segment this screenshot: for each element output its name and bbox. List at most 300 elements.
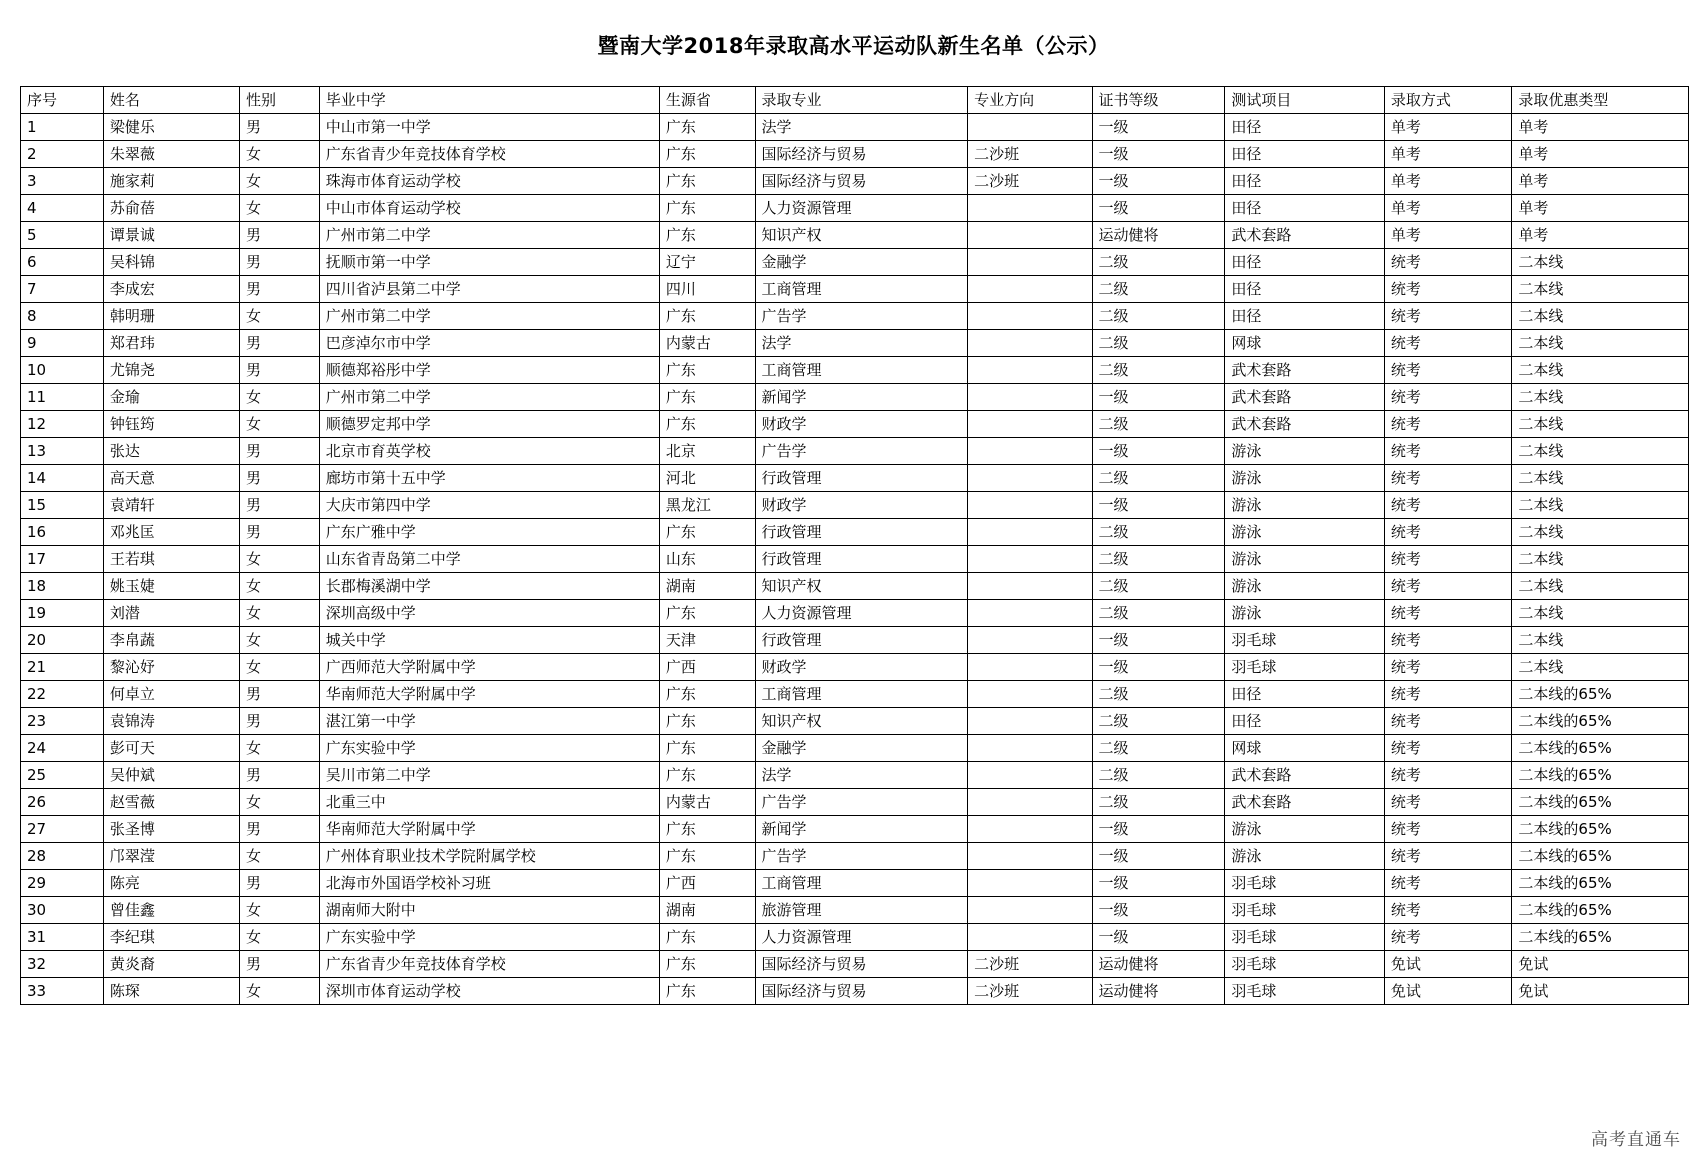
table-cell: 广告学 [755, 438, 968, 465]
table-cell: 羽毛球 [1225, 924, 1384, 951]
table-cell: 廊坊市第十五中学 [319, 465, 659, 492]
table-cell: 统考 [1384, 411, 1512, 438]
table-cell: 统考 [1384, 600, 1512, 627]
table-cell: 免试 [1512, 978, 1689, 1005]
table-cell: 四川 [659, 276, 755, 303]
admission-roster-table [20, 86, 1689, 1005]
table-cell: 法学 [755, 114, 968, 141]
table-cell: 广东 [659, 600, 755, 627]
table-cell: 二本线 [1512, 627, 1689, 654]
table-cell: 羽毛球 [1225, 978, 1384, 1005]
table-cell: 国际经济与贸易 [755, 141, 968, 168]
table-cell: 人力资源管理 [755, 195, 968, 222]
table-row [21, 789, 1689, 816]
table-cell: 广西师范大学附属中学 [319, 654, 659, 681]
table-cell: 武术套路 [1225, 762, 1384, 789]
table-cell: 金融学 [755, 735, 968, 762]
table-cell: 统考 [1384, 627, 1512, 654]
table-cell: 广东 [659, 924, 755, 951]
table-cell: 女 [239, 897, 319, 924]
table-cell: 行政管理 [755, 465, 968, 492]
table-cell: 二级 [1092, 789, 1225, 816]
table-cell: 广西 [659, 654, 755, 681]
table-cell: 游泳 [1225, 465, 1384, 492]
table-cell: 7 [21, 276, 104, 303]
table-cell: 游泳 [1225, 600, 1384, 627]
table-cell: 22 [21, 681, 104, 708]
table-cell: 新闻学 [755, 816, 968, 843]
table-cell: 一级 [1092, 141, 1225, 168]
table-cell: 女 [239, 627, 319, 654]
table-row [21, 708, 1689, 735]
table-row [21, 870, 1689, 897]
table-cell: 广东 [659, 114, 755, 141]
table-cell: 财政学 [755, 411, 968, 438]
table-cell: 田径 [1225, 195, 1384, 222]
table-cell: 羽毛球 [1225, 951, 1384, 978]
table-row [21, 519, 1689, 546]
table-cell [968, 627, 1092, 654]
table-cell: 二本线的65% [1512, 924, 1689, 951]
table-cell: 广州市第二中学 [319, 384, 659, 411]
table-cell [968, 276, 1092, 303]
table-cell: 法学 [755, 762, 968, 789]
table-cell: 单考 [1512, 222, 1689, 249]
table-cell: 北海市外国语学校补习班 [319, 870, 659, 897]
column-header: 序号 [21, 87, 104, 114]
table-cell: 山东省青岛第二中学 [319, 546, 659, 573]
table-cell: 韩明珊 [103, 303, 239, 330]
table-cell: 长郡梅溪湖中学 [319, 573, 659, 600]
table-cell [968, 384, 1092, 411]
table-row [21, 978, 1689, 1005]
table-cell: 二本线 [1512, 519, 1689, 546]
table-cell: 刘潜 [103, 600, 239, 627]
table-cell: 广告学 [755, 303, 968, 330]
table-cell: 男 [239, 330, 319, 357]
table-cell: 武术套路 [1225, 789, 1384, 816]
table-cell: 田径 [1225, 681, 1384, 708]
table-cell: 彭可天 [103, 735, 239, 762]
table-cell: 女 [239, 978, 319, 1005]
table-cell: 天津 [659, 627, 755, 654]
table-cell [968, 789, 1092, 816]
table-cell: 二本线的65% [1512, 870, 1689, 897]
table-cell: 城关中学 [319, 627, 659, 654]
table-cell: 18 [21, 573, 104, 600]
table-row [21, 438, 1689, 465]
table-cell: 田径 [1225, 708, 1384, 735]
table-cell: 二本线 [1512, 357, 1689, 384]
table-cell: 二本线 [1512, 600, 1689, 627]
table-row [21, 546, 1689, 573]
table-cell: 统考 [1384, 897, 1512, 924]
table-cell: 金融学 [755, 249, 968, 276]
table-cell: 李纪琪 [103, 924, 239, 951]
table-cell: 四川省泸县第二中学 [319, 276, 659, 303]
table-cell: 二本线的65% [1512, 762, 1689, 789]
table-cell: 25 [21, 762, 104, 789]
table-row [21, 816, 1689, 843]
table-cell [968, 465, 1092, 492]
table-cell: 曾佳鑫 [103, 897, 239, 924]
table-cell: 湖南 [659, 573, 755, 600]
table-cell: 女 [239, 573, 319, 600]
table-cell: 田径 [1225, 114, 1384, 141]
table-cell: 二沙班 [968, 951, 1092, 978]
table-cell: 广东 [659, 681, 755, 708]
table-cell: 田径 [1225, 141, 1384, 168]
table-cell: 1 [21, 114, 104, 141]
table-cell: 5 [21, 222, 104, 249]
table-row [21, 600, 1689, 627]
table-cell: 单考 [1512, 195, 1689, 222]
table-cell: 12 [21, 411, 104, 438]
table-cell [968, 573, 1092, 600]
table-cell: 统考 [1384, 708, 1512, 735]
table-cell: 二级 [1092, 546, 1225, 573]
table-cell: 羽毛球 [1225, 897, 1384, 924]
table-cell: 二级 [1092, 249, 1225, 276]
table-cell: 统考 [1384, 303, 1512, 330]
table-cell [968, 924, 1092, 951]
table-cell: 袁锦涛 [103, 708, 239, 735]
table-cell: 国际经济与贸易 [755, 951, 968, 978]
table-cell: 运动健将 [1092, 222, 1225, 249]
table-cell: 二沙班 [968, 168, 1092, 195]
table-cell: 11 [21, 384, 104, 411]
table-cell: 广东 [659, 357, 755, 384]
table-cell: 8 [21, 303, 104, 330]
table-cell: 一级 [1092, 870, 1225, 897]
table-cell: 单考 [1384, 222, 1512, 249]
table-cell: 二级 [1092, 303, 1225, 330]
table-cell: 统考 [1384, 276, 1512, 303]
table-cell: 免试 [1384, 978, 1512, 1005]
table-cell: 武术套路 [1225, 357, 1384, 384]
table-cell: 广东实验中学 [319, 735, 659, 762]
table-cell: 统考 [1384, 924, 1512, 951]
table-cell: 单考 [1384, 114, 1512, 141]
table-cell: 女 [239, 600, 319, 627]
table-cell: 羽毛球 [1225, 870, 1384, 897]
table-cell: 湛江第一中学 [319, 708, 659, 735]
table-cell: 二本线的65% [1512, 789, 1689, 816]
table-cell: 女 [239, 789, 319, 816]
table-cell: 河北 [659, 465, 755, 492]
table-cell: 10 [21, 357, 104, 384]
table-cell: 女 [239, 546, 319, 573]
table-cell: 9 [21, 330, 104, 357]
table-cell: 顺德郑裕彤中学 [319, 357, 659, 384]
table-cell: 田径 [1225, 276, 1384, 303]
table-cell [968, 438, 1092, 465]
table-cell: 姚玉婕 [103, 573, 239, 600]
column-header: 测试项目 [1225, 87, 1384, 114]
table-cell: 统考 [1384, 492, 1512, 519]
table-cell: 统考 [1384, 249, 1512, 276]
table-cell: 袁靖轩 [103, 492, 239, 519]
table-cell: 男 [239, 222, 319, 249]
table-cell: 一级 [1092, 384, 1225, 411]
table-cell: 黎沁妤 [103, 654, 239, 681]
table-cell [968, 195, 1092, 222]
table-cell: 二级 [1092, 573, 1225, 600]
table-cell: 16 [21, 519, 104, 546]
table-cell: 北重三中 [319, 789, 659, 816]
table-row [21, 681, 1689, 708]
table-cell: 旅游管理 [755, 897, 968, 924]
table-cell: 法学 [755, 330, 968, 357]
table-cell: 郑君玮 [103, 330, 239, 357]
table-cell: 二本线 [1512, 546, 1689, 573]
table-cell: 苏俞蓓 [103, 195, 239, 222]
table-cell: 李成宏 [103, 276, 239, 303]
table-cell: 广东 [659, 222, 755, 249]
table-cell: 男 [239, 951, 319, 978]
table-cell: 二级 [1092, 411, 1225, 438]
table-cell: 32 [21, 951, 104, 978]
table-cell: 游泳 [1225, 843, 1384, 870]
table-cell: 广东 [659, 735, 755, 762]
table-cell: 男 [239, 870, 319, 897]
table-cell: 统考 [1384, 843, 1512, 870]
column-header: 录取方式 [1384, 87, 1512, 114]
table-row [21, 276, 1689, 303]
column-header: 录取优惠类型 [1512, 87, 1689, 114]
table-cell: 男 [239, 492, 319, 519]
table-cell: 女 [239, 843, 319, 870]
table-cell: 国际经济与贸易 [755, 978, 968, 1005]
table-cell [968, 492, 1092, 519]
table-cell: 二级 [1092, 465, 1225, 492]
table-cell: 二本线 [1512, 276, 1689, 303]
table-cell: 运动健将 [1092, 951, 1225, 978]
table-cell: 一级 [1092, 843, 1225, 870]
column-header: 性别 [239, 87, 319, 114]
table-cell: 二本线 [1512, 303, 1689, 330]
table-cell: 一级 [1092, 168, 1225, 195]
table-cell: 田径 [1225, 168, 1384, 195]
table-cell: 15 [21, 492, 104, 519]
table-cell: 广东 [659, 843, 755, 870]
table-cell: 统考 [1384, 762, 1512, 789]
table-cell: 高天意 [103, 465, 239, 492]
table-cell: 免试 [1512, 951, 1689, 978]
table-cell: 湖南师大附中 [319, 897, 659, 924]
table-cell: 广州市第二中学 [319, 303, 659, 330]
table-cell: 统考 [1384, 384, 1512, 411]
table-row [21, 222, 1689, 249]
table-cell: 游泳 [1225, 438, 1384, 465]
table-cell: 单考 [1384, 168, 1512, 195]
table-cell [968, 681, 1092, 708]
table-cell: 广告学 [755, 843, 968, 870]
table-cell: 抚顺市第一中学 [319, 249, 659, 276]
table-row [21, 357, 1689, 384]
table-cell: 男 [239, 276, 319, 303]
column-header: 录取专业 [755, 87, 968, 114]
table-cell: 二本线 [1512, 465, 1689, 492]
table-cell: 二级 [1092, 600, 1225, 627]
table-cell: 北京 [659, 438, 755, 465]
table-cell: 统考 [1384, 735, 1512, 762]
table-cell: 游泳 [1225, 816, 1384, 843]
table-row [21, 303, 1689, 330]
table-cell: 网球 [1225, 735, 1384, 762]
table-cell: 男 [239, 681, 319, 708]
table-cell: 深圳高级中学 [319, 600, 659, 627]
table-cell: 17 [21, 546, 104, 573]
table-row [21, 924, 1689, 951]
table-cell: 网球 [1225, 330, 1384, 357]
table-cell: 女 [239, 303, 319, 330]
table-cell: 男 [239, 357, 319, 384]
table-cell: 27 [21, 816, 104, 843]
table-row [21, 492, 1689, 519]
table-cell: 中山市第一中学 [319, 114, 659, 141]
table-cell [968, 654, 1092, 681]
table-cell: 工商管理 [755, 276, 968, 303]
table-cell: 13 [21, 438, 104, 465]
table-cell: 21 [21, 654, 104, 681]
table-cell: 二级 [1092, 276, 1225, 303]
column-header: 姓名 [103, 87, 239, 114]
table-cell: 吴仲斌 [103, 762, 239, 789]
table-cell: 工商管理 [755, 870, 968, 897]
table-cell: 邓兆匡 [103, 519, 239, 546]
table-row [21, 762, 1689, 789]
table-cell: 钟钰筠 [103, 411, 239, 438]
table-cell: 男 [239, 114, 319, 141]
table-cell: 统考 [1384, 519, 1512, 546]
table-cell: 女 [239, 411, 319, 438]
table-cell: 广东省青少年竞技体育学校 [319, 951, 659, 978]
table-cell: 男 [239, 519, 319, 546]
table-cell [968, 249, 1092, 276]
table-cell: 一级 [1092, 114, 1225, 141]
table-cell: 二级 [1092, 762, 1225, 789]
table-cell: 人力资源管理 [755, 924, 968, 951]
table-cell: 湖南 [659, 897, 755, 924]
table-cell: 武术套路 [1225, 411, 1384, 438]
table-cell: 广东 [659, 168, 755, 195]
table-row [21, 951, 1689, 978]
table-cell: 二本线 [1512, 411, 1689, 438]
table-cell: 广东 [659, 978, 755, 1005]
column-header: 生源省 [659, 87, 755, 114]
table-cell: 二本线 [1512, 384, 1689, 411]
table-cell: 男 [239, 438, 319, 465]
table-cell: 女 [239, 735, 319, 762]
table-cell: 二本线的65% [1512, 681, 1689, 708]
table-cell: 张达 [103, 438, 239, 465]
table-cell: 武术套路 [1225, 222, 1384, 249]
table-header-row [21, 87, 1689, 114]
table-cell: 游泳 [1225, 573, 1384, 600]
table-cell: 一级 [1092, 924, 1225, 951]
table-cell: 广东 [659, 411, 755, 438]
table-cell: 广东 [659, 303, 755, 330]
table-cell: 二沙班 [968, 141, 1092, 168]
table-cell: 一级 [1092, 438, 1225, 465]
table-cell: 统考 [1384, 681, 1512, 708]
table-cell: 广告学 [755, 789, 968, 816]
table-cell: 广东 [659, 708, 755, 735]
table-cell [968, 870, 1092, 897]
table-row [21, 195, 1689, 222]
table-cell: 广东 [659, 762, 755, 789]
table-cell: 29 [21, 870, 104, 897]
table-cell: 游泳 [1225, 546, 1384, 573]
table-cell: 广东 [659, 951, 755, 978]
table-cell: 梁健乐 [103, 114, 239, 141]
table-cell: 一级 [1092, 816, 1225, 843]
table-cell: 28 [21, 843, 104, 870]
table-cell: 赵雪薇 [103, 789, 239, 816]
table-cell [968, 411, 1092, 438]
table-cell [968, 762, 1092, 789]
table-cell: 二级 [1092, 708, 1225, 735]
table-cell: 26 [21, 789, 104, 816]
table-cell: 一级 [1092, 654, 1225, 681]
table-cell: 田径 [1225, 249, 1384, 276]
table-cell: 财政学 [755, 492, 968, 519]
table-cell: 财政学 [755, 654, 968, 681]
table-cell: 单考 [1512, 168, 1689, 195]
table-header [21, 87, 1689, 114]
table-cell: 游泳 [1225, 492, 1384, 519]
table-cell: 广东实验中学 [319, 924, 659, 951]
table-cell: 男 [239, 465, 319, 492]
table-cell: 女 [239, 168, 319, 195]
table-cell: 朱翠薇 [103, 141, 239, 168]
table-cell [968, 114, 1092, 141]
table-row [21, 627, 1689, 654]
table-cell: 6 [21, 249, 104, 276]
table-cell: 30 [21, 897, 104, 924]
table-cell: 人力资源管理 [755, 600, 968, 627]
table-cell: 广东 [659, 141, 755, 168]
table-cell [968, 546, 1092, 573]
table-cell: 二本线 [1512, 249, 1689, 276]
table-cell: 国际经济与贸易 [755, 168, 968, 195]
column-header: 证书等级 [1092, 87, 1225, 114]
table-row [21, 465, 1689, 492]
table-cell [968, 357, 1092, 384]
table-cell: 内蒙古 [659, 789, 755, 816]
table-cell: 深圳市体育运动学校 [319, 978, 659, 1005]
table-row [21, 411, 1689, 438]
table-cell: 20 [21, 627, 104, 654]
table-cell: 统考 [1384, 330, 1512, 357]
table-cell: 黄炎裔 [103, 951, 239, 978]
table-cell: 二沙班 [968, 978, 1092, 1005]
table-cell: 中山市体育运动学校 [319, 195, 659, 222]
table-body [21, 114, 1689, 1005]
table-cell [968, 303, 1092, 330]
table-row [21, 654, 1689, 681]
table-cell: 2 [21, 141, 104, 168]
table-cell: 男 [239, 816, 319, 843]
table-cell: 广东 [659, 816, 755, 843]
table-cell [968, 330, 1092, 357]
table-cell: 男 [239, 762, 319, 789]
table-cell: 新闻学 [755, 384, 968, 411]
table-cell: 女 [239, 384, 319, 411]
table-cell: 女 [239, 141, 319, 168]
table-cell: 19 [21, 600, 104, 627]
